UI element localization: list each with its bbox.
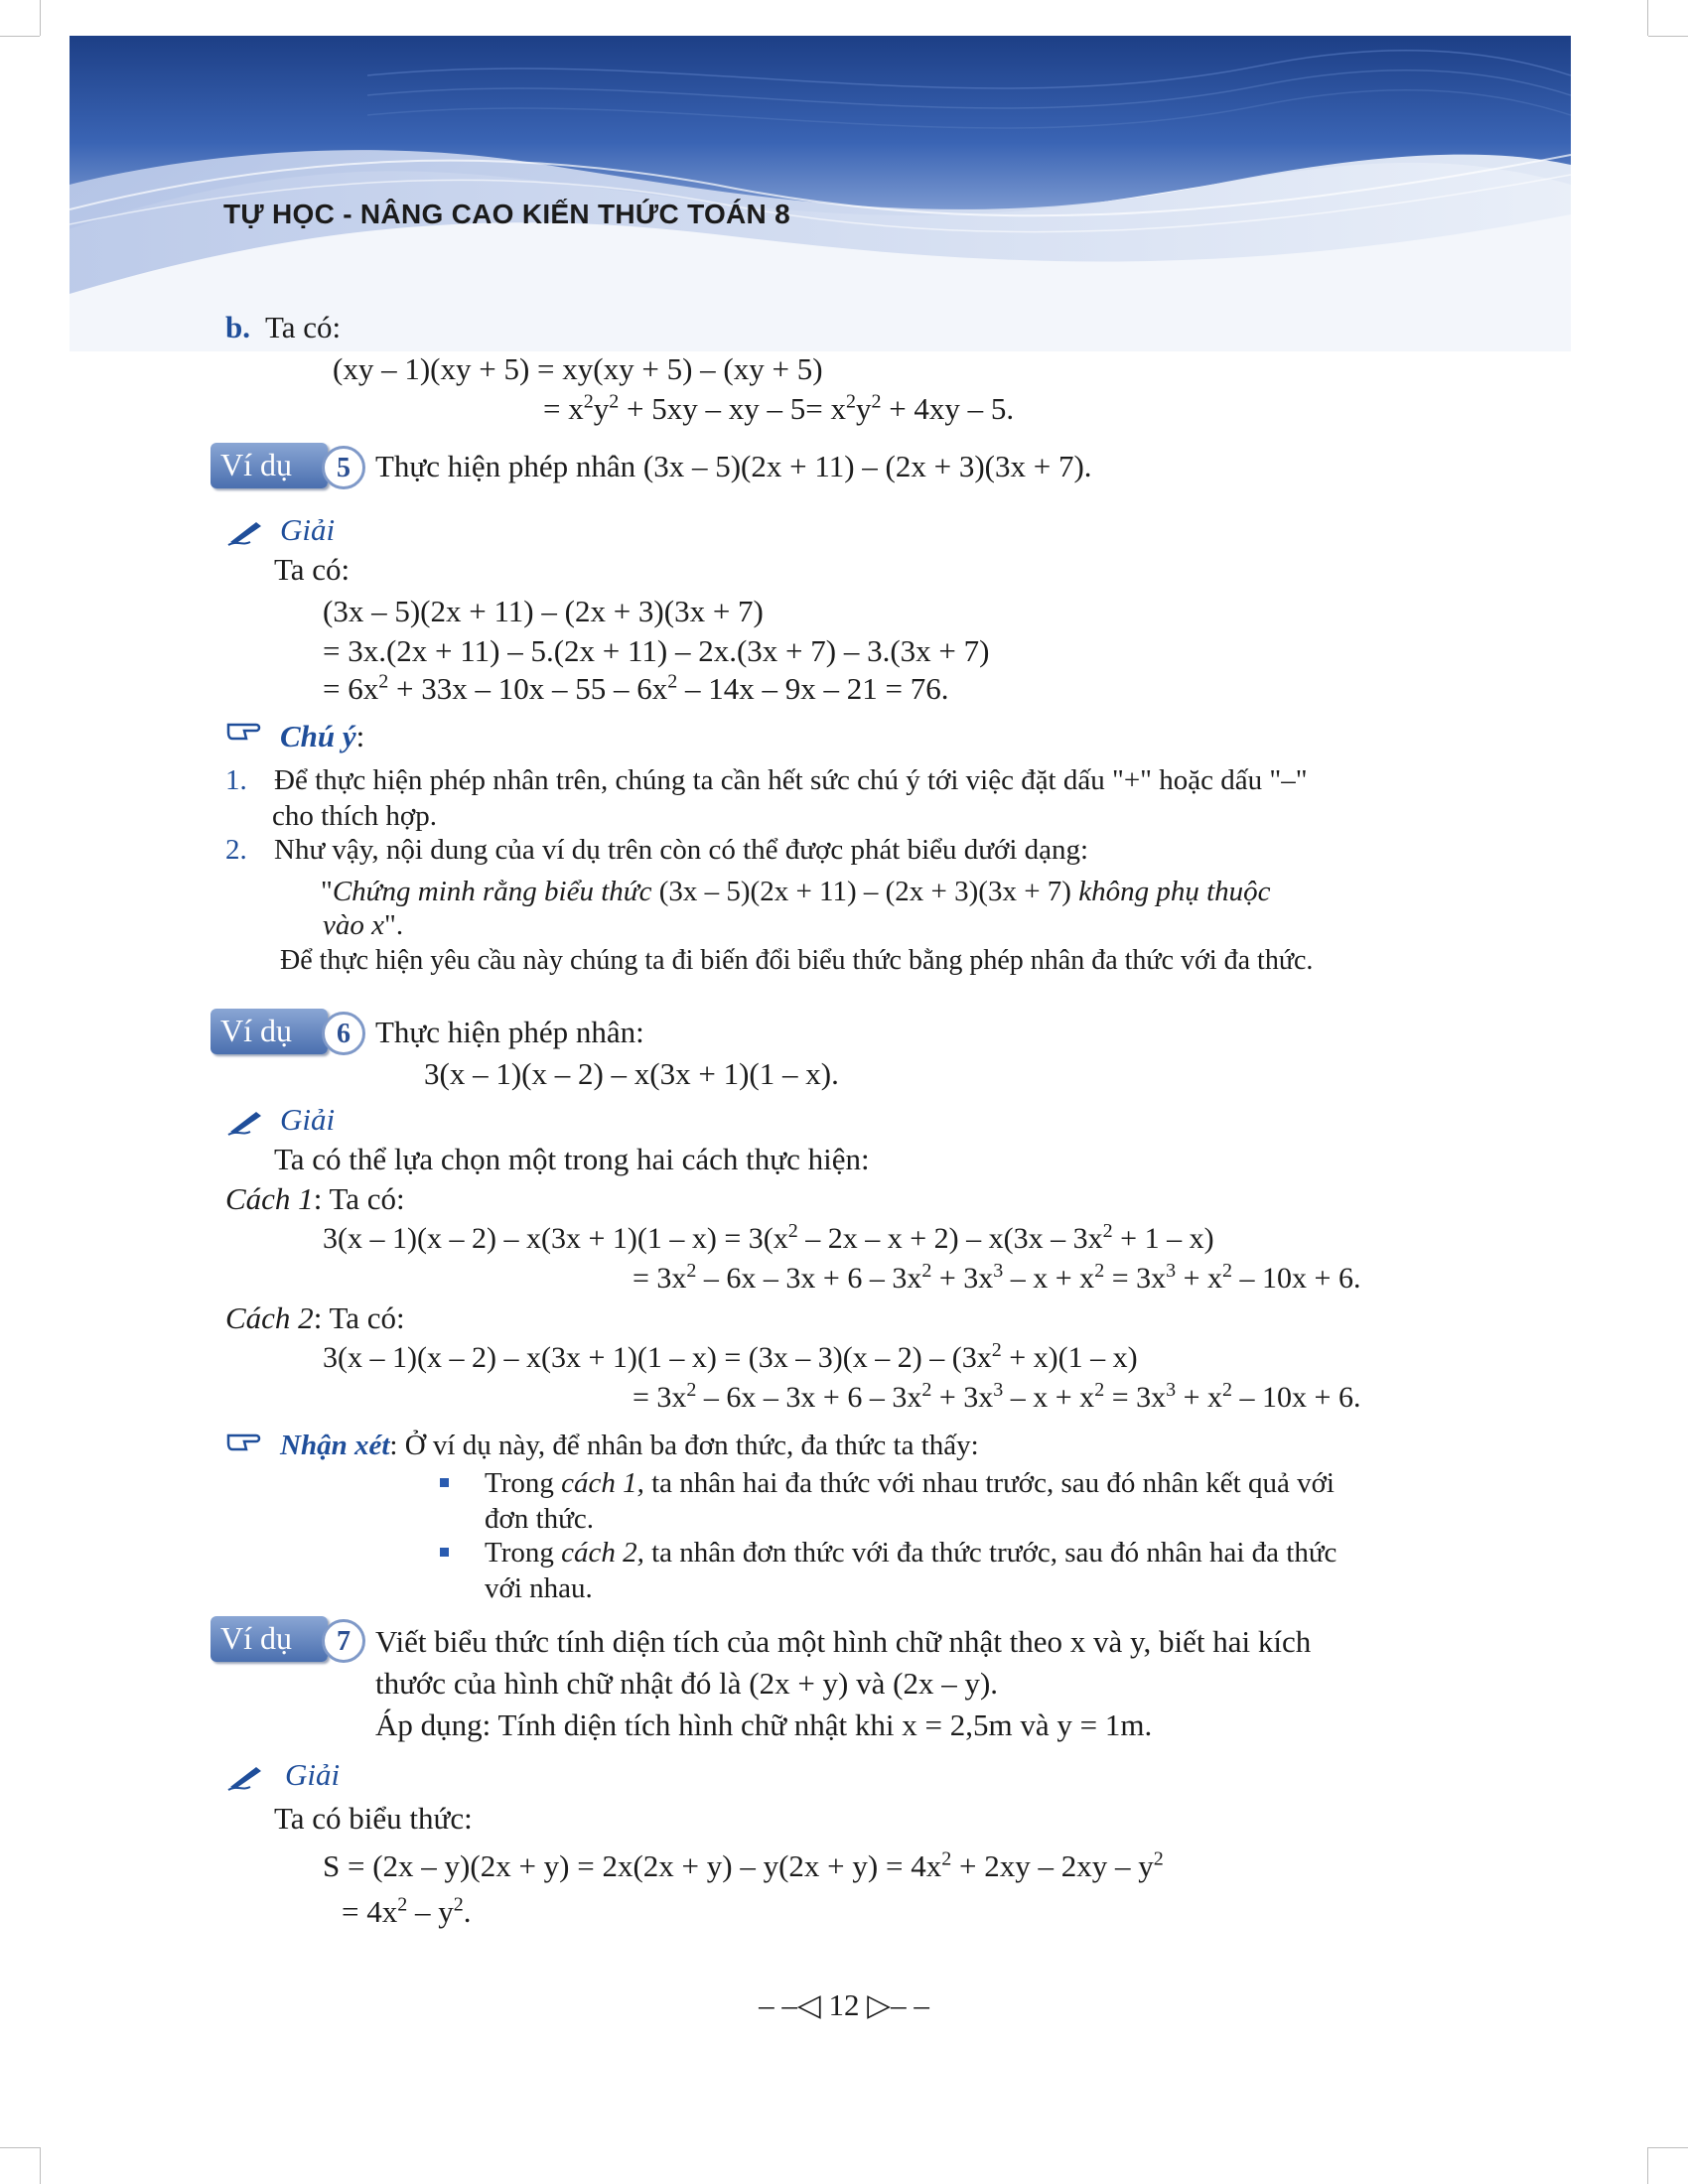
pointing-hand-icon: [226, 1430, 264, 1451]
remark-bullet-2: Trong cách 2, ta nhân đơn thức với đa thức trước, sau đó nhân hai đa thức: [485, 1537, 1337, 1569]
page-number: 12: [828, 1987, 860, 2022]
pointing-hand-icon: [226, 719, 264, 741]
note-item-2-quote-end: vào x".: [323, 909, 404, 941]
crop-mark: [1647, 2147, 1648, 2184]
bullet-icon: [440, 1478, 449, 1487]
remark-bullet-1: Trong cách 1, ta nhân hai đa thức với nhau trước, sau đó nhân kết quả với: [485, 1467, 1335, 1499]
example-number: 7: [337, 1626, 351, 1657]
example-badge-label: Ví dụ: [220, 447, 292, 482]
bullet-icon: [440, 1548, 449, 1557]
part-b-label: b.: [225, 310, 250, 344]
page-footer: [0, 1987, 1688, 2023]
crop-mark: [1648, 36, 1688, 37]
part-b-line-1: (xy – 1)(xy + 5) = xy(xy + 5) – (xy + 5): [333, 351, 823, 386]
solution-intro: Ta có:: [274, 552, 351, 587]
example-5-line-1: (3x – 5)(2x + 11) – (2x + 3)(3x + 7): [323, 594, 764, 628]
note-item-1-line-2: cho thích hợp.: [272, 800, 437, 832]
example-6-problem: Thực hiện phép nhân:: [375, 1015, 644, 1049]
crop-mark: [40, 2147, 41, 2184]
example-number: 6: [337, 1019, 351, 1049]
note-item-1-line-1: Để thực hiện phép nhân trên, chúng ta cần hết sức chú ý tới việc đặt dấu "+" hoặc dấu "–": [274, 764, 1308, 796]
example-badge-label: Ví dụ: [220, 1620, 292, 1656]
note-heading: Chú ý:: [280, 719, 365, 753]
example-badge-label: Ví dụ: [220, 1013, 292, 1048]
crop-mark: [1647, 0, 1648, 36]
solution-intro: Ta có thể lựa chọn một trong hai cách thực hiện:: [274, 1142, 870, 1176]
example-5-problem: Thực hiện phép nhân (3x – 5)(2x + 11) – (2x + 3)(3x + 7).: [375, 449, 1092, 483]
pen-writing-icon: [226, 1761, 266, 1791]
example-7-problem-line-2: thước của hình chữ nhật đó là (2x + y) và (2x – y).: [375, 1666, 999, 1701]
header-banner: [70, 36, 1571, 351]
remark-bullet-2-end: với nhau.: [485, 1572, 593, 1604]
crop-mark: [1648, 2147, 1688, 2148]
footer-left-ornament: – –◁: [759, 1987, 821, 2022]
solution-heading: Giải: [280, 1102, 336, 1137]
part-b-intro: Ta có:: [264, 310, 342, 344]
solution-heading: Giải: [280, 512, 336, 547]
part-b: [225, 310, 341, 345]
note-item-2-line-3: Để thực hiện yêu cầu này chúng ta đi biến đổi biểu thức bằng phép nhân đa thức với đa thức.: [280, 945, 1314, 976]
method-2-line-1: $3(x - 1)(x - 2) - x(3x + 1)(1 - x) = (3x - 3)(x - 2) - (3x^2 + x)(1 - x)$: [323, 1339, 1138, 1374]
example-6-expression: 3(x – 1)(x – 2) – x(3x + 1)(1 – x).: [424, 1056, 839, 1091]
method-1-heading: Cách 1: Ta có:: [225, 1181, 405, 1216]
remark: Nhận xét: Ở ví dụ này, để nhân ba đơn thức, đa thức ta thấy:: [280, 1430, 979, 1461]
example-number: 5: [337, 453, 351, 483]
solution-heading: Giải: [285, 1757, 341, 1792]
note-item-2-line-1: Như vậy, nội dung của ví dụ trên còn có thể được phát biểu dưới dạng:: [274, 834, 1089, 866]
method-2-heading: Cách 2: Ta có:: [225, 1300, 405, 1335]
example-7-problem-line-1: Viết biểu thức tính diện tích của một hình chữ nhật theo x và y, biết hai kích: [375, 1624, 1312, 1659]
example-7-line-1: $S = (2x - y)(2x + y) = 2x(2x + y) - y(2x + y) = 4x^2 + 2xy - 2xy - y^2$: [323, 1847, 1164, 1883]
example-7-line-2: = $4x^2 - y^2$.: [342, 1893, 472, 1929]
footer-right-ornament: ▷– –: [867, 1987, 929, 2022]
solution-intro: Ta có biểu thức:: [274, 1801, 473, 1836]
pen-writing-icon: [226, 516, 266, 546]
note-item-1-number: 1.: [225, 764, 247, 796]
example-5-line-3: = $6x^2 + 33x - 10x - 55 - 6x^2 - 14x - 9x - 21 = 76$.: [323, 670, 949, 706]
part-b-line-2: = $x^2y^2 + 5xy$ – xy – $5= x^2y^2 + 4xy - 5$.: [543, 390, 1015, 426]
note-item-2-quote: "Chứng minh rằng biểu thức (3x – 5)(2x + 11) – (2x + 3)(3x + 7) không phụ thuộc: [321, 876, 1271, 907]
method-1-line-1: $3(x - 1)(x - 2) - x(3x + 1)(1 - x) = 3(x^2 - 2x - x + 2) - x(3x - 3x^2 + 1 - x)$: [323, 1220, 1214, 1255]
header-wave-graphic: [70, 36, 1571, 351]
book-title: TỰ HỌC - NÂNG CAO KIẾN THỨC TOÁN 8: [223, 199, 791, 229]
pen-writing-icon: [226, 1106, 266, 1136]
method-1-result: = $3x^2 - 6x - 3x + 6 - 3x^2 + 3x^3 - x + x^2 = 3x^3 + x^2 - 10x + 6$.: [633, 1260, 1361, 1295]
crop-mark: [40, 0, 41, 36]
example-7-problem-line-3: Áp dụng: Tính diện tích hình chữ nhật khi x = 2,5m và y = 1m.: [375, 1707, 1153, 1742]
example-5-line-2: = 3x.(2x + 11) – 5.(2x + 11) – 2x.(3x + 7) – 3.(3x + 7): [323, 633, 990, 668]
method-2-result: = $3x^2 - 6x - 3x + 6 - 3x^2 + 3x^3 - x + x^2 = 3x^3 + x^2 - 10x + 6$.: [633, 1379, 1361, 1414]
remark-bullet-1-end: đơn thức.: [485, 1503, 594, 1535]
crop-mark: [0, 2147, 40, 2148]
crop-mark: [0, 36, 40, 37]
note-item-2-number: 2.: [225, 834, 247, 866]
